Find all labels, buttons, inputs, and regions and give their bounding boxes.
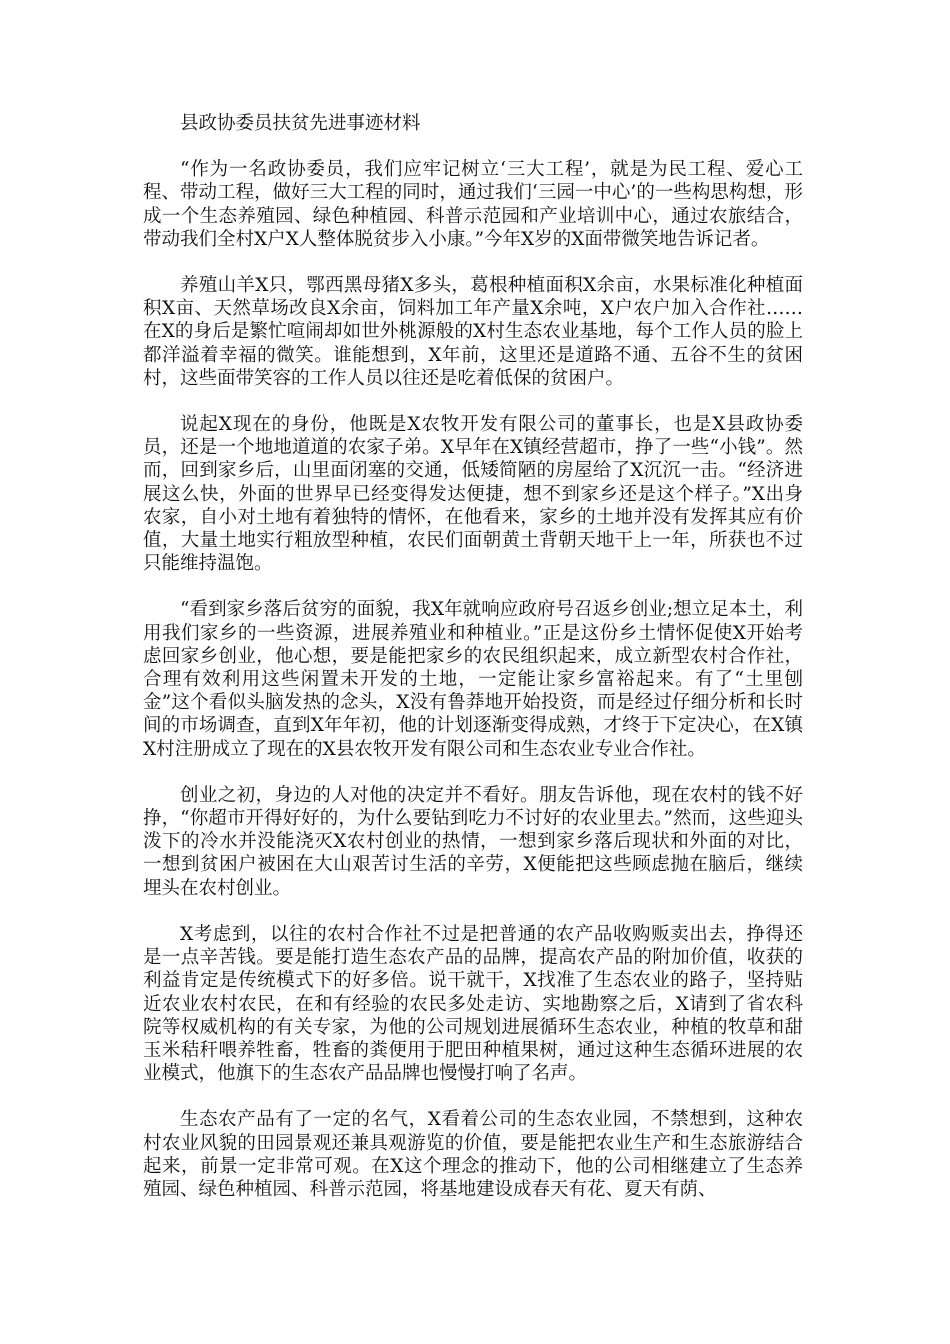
document-page <box>143 112 803 1224</box>
document-title: 县政协委员扶贫先进事迹材料 <box>180 113 421 134</box>
paragraph-3: 说起X现在的身份，他既是X农牧开发有限公司的董事长，也是X县政协委员，还是一个地地道道的农家子弟。X早年在X镇经营超市，挣了一些“小钱”。然而，回到家乡后，山里面闭塞的交通，低矮简陋的房屋给了X沉沉一击。“经济进展这么快，外面的世界早已经变得发达便捷，想不到家乡还是这个样子。”X出身农家，自小对土地有着独特的情怀，在他看来，家乡的土地并没有发挥其应有价值，大量土地实行粗放型种植，农民们面朝黄土背朝天地干上一年，所获也不过只能维持温饱。 <box>143 414 803 575</box>
paragraph-1: “作为一名政协委员，我们应牢记树立‘三大工程’，就是为民工程、爱心工程、带动工程，做好三大工程的同时，通过我们‘三园一中心’的一些构思构想，形成一个生态养殖园、绿色种植园、科普示范园和产业培训中心，通过农旅结合，带动我们全村X户X人整体脱贫步入小康。”今年X岁的X面带微笑地告诉记者。 <box>143 159 803 250</box>
paragraph-7: 生态农产品有了一定的名气，X看着公司的生态农业园，不禁想到，这种农村农业风貌的田园景观还兼具观游览的价值，要是能把农业生产和生态旅游结合起来，前景一定非常可观。在X这个理念的推动下，他的公司相继建立了生态养殖园、绿色种植园、科普示范园，将基地建设成春天有花、夏天有荫、 <box>143 1109 803 1200</box>
paragraph-5: 创业之初，身边的人对他的决定并不看好。朋友告诉他，现在农村的钱不好挣，“你超市开得好好的，为什么要钻到吃力不讨好的农业里去。”然而，这些迎头泼下的冷水并没能浇灭X农村创业的热情，一想到家乡落后现状和外面的对比，一想到贫困户被困在大山艰苦讨生活的辛劳，X便能把这些顾虑抛在脑后，继续埋头在农村创业。 <box>143 784 803 899</box>
paragraph-6: X考虑到，以往的农村合作社不过是把普通的农产品收购贩卖出去，挣得还是一点辛苦钱。要是能打造生态农产品的品牌，提高农产品的附加价值，收获的利益肯定是传统模式下的好多倍。说干就干，X找准了生态农业的路子，坚持贴近农业农村农民，在和有经验的农民多处走访、实地勘察之后，X请到了省农科院等权威机构的有关专家，为他的公司规划进展循环生态农业，种植的牧草和甜玉米秸秆喂养牲畜，牲畜的粪便用于肥田种植果树，通过这种生态循环进展的农业模式，他旗下的生态农产品品牌也慢慢打响了名声。 <box>143 923 803 1085</box>
paragraph-2: 养殖山羊X只，鄂西黑母猪X多头，葛根种植面积X余亩，水果标准化种植面积X亩、天然草场改良X余亩，饲料加工年产量X余吨，X户农户加入合作社……在X的身后是繁忙喧闹却如世外桃源般的X村生态农业基地，每个工作人员的脸上都洋溢着幸福的微笑。谁能想到，X年前，这里还是道路不通、五谷不生的贫困村，这些面带笑容的工作人员以往还是吃着低保的贫困户。 <box>143 275 803 389</box>
paragraph-4: “看到家乡落后贫穷的面貌，我X年就响应政府号召返乡创业;想立足本土，利用我们家乡的一些资源，进展养殖业和种植业。”正是这份乡土情怀促使X开始考虑回家乡创业，他心想，要是能把家乡的农民组织起来，成立新型农村合作社，合理有效利用这些闲置未开发的土地，一定能让家乡富裕起来。有了“土里刨金”这个看似头脑发热的念头，X没有鲁莽地开始投资，而是经过仔细分析和长时间的市场调查，直到X年年初，他的计划逐渐变得成熟，才终于下定决心，在X镇X村注册成立了现在的X县农牧开发有限公司和生态农业专业合作社。 <box>143 599 803 760</box>
